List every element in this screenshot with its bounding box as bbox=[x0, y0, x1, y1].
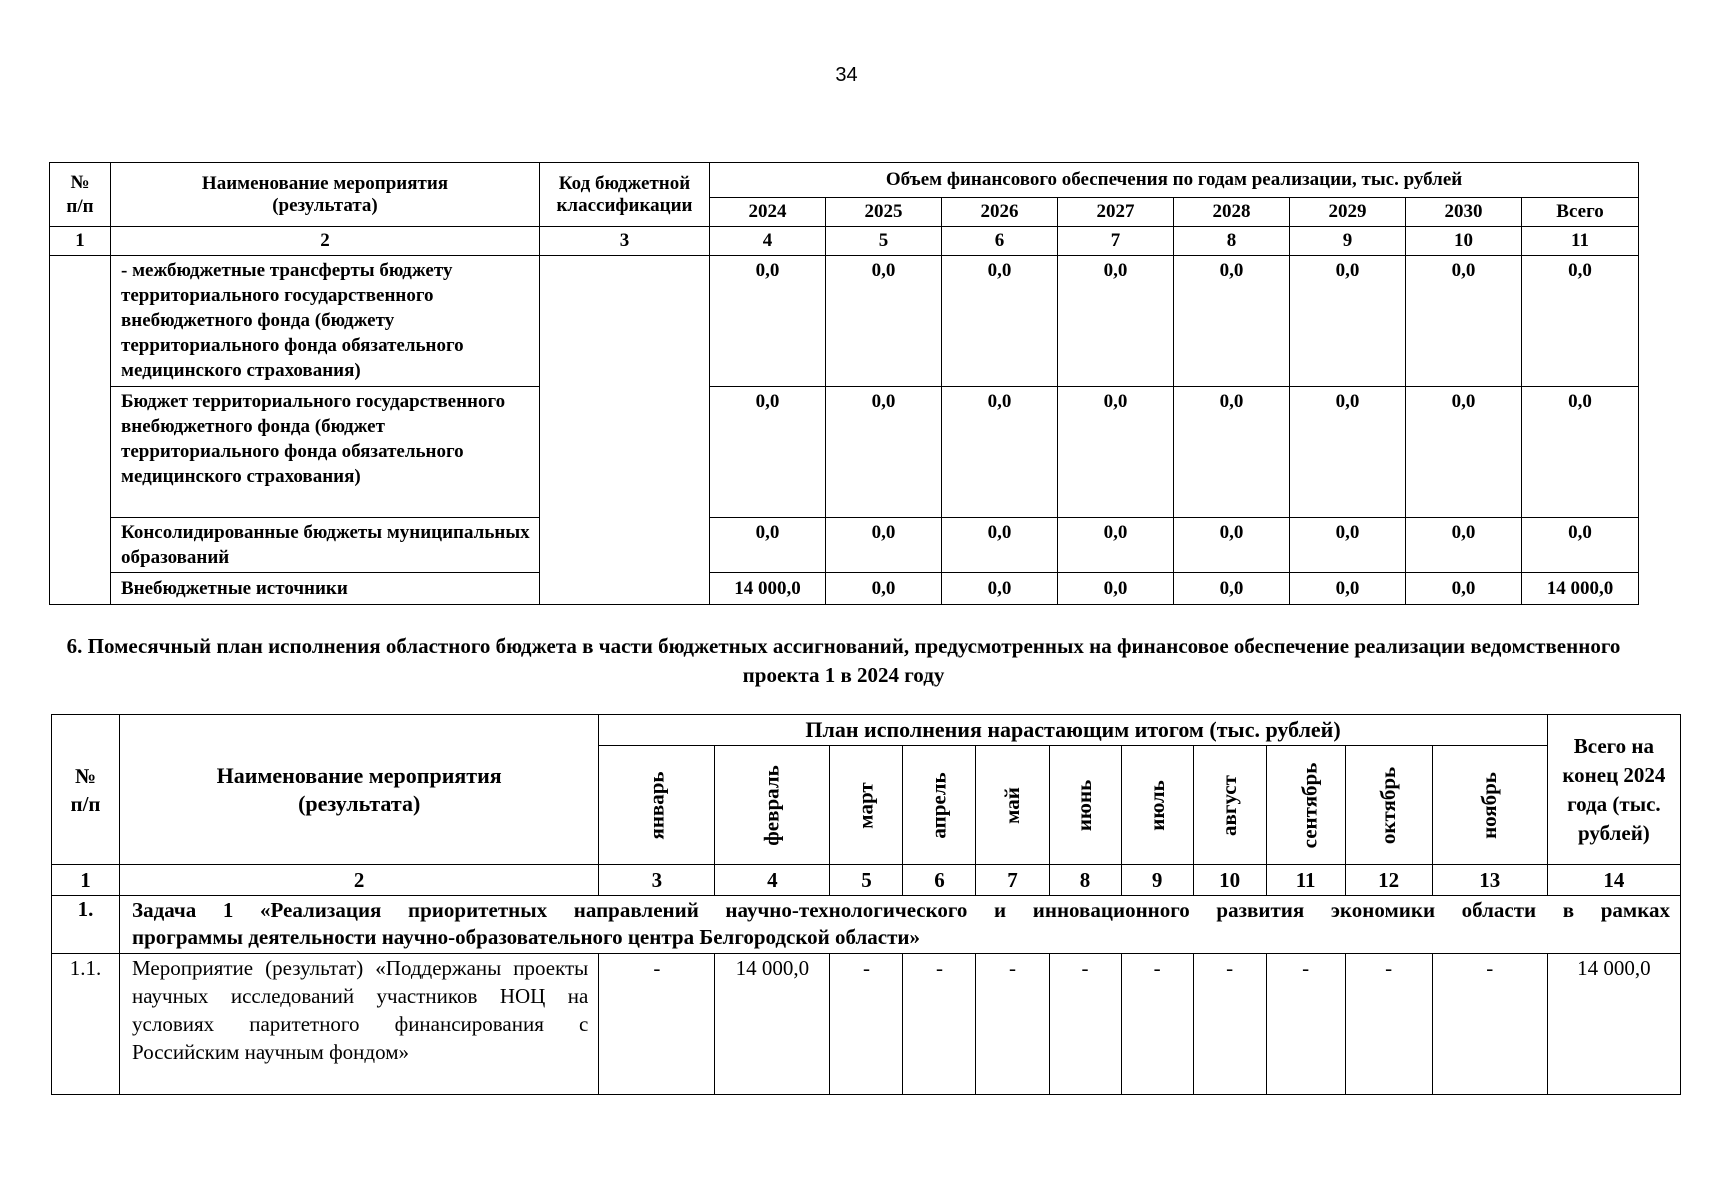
value-cell: 0,0 bbox=[1290, 387, 1406, 518]
num-cell bbox=[50, 256, 111, 605]
table-row bbox=[50, 573, 1639, 605]
value-cell: 0,0 bbox=[826, 573, 942, 605]
header-year: 2029 bbox=[1290, 198, 1406, 227]
value-cell: 0,0 bbox=[1174, 387, 1290, 518]
value-cell: 0,0 bbox=[1290, 573, 1406, 605]
index-cell: 11 bbox=[1266, 865, 1345, 896]
value-cell: 0,0 bbox=[1406, 573, 1522, 605]
total-value: 14 000,0 bbox=[1547, 954, 1680, 1095]
value-cell: 14 000,0 bbox=[710, 573, 826, 605]
row-name: Внебюджетные источники bbox=[111, 573, 540, 605]
header-total: Всего bbox=[1522, 198, 1639, 227]
table-row bbox=[50, 387, 1639, 518]
value-cell: 0,0 bbox=[1522, 256, 1639, 387]
month-value: - bbox=[599, 954, 715, 1095]
value-cell: 0,0 bbox=[1174, 573, 1290, 605]
index-cell: 10 bbox=[1193, 865, 1266, 896]
month-value: - bbox=[1121, 954, 1193, 1095]
value-cell: 0,0 bbox=[1522, 518, 1639, 573]
row-name: Консолидированные бюджеты муниципальных образований bbox=[111, 518, 540, 573]
index-cell: 1 bbox=[50, 227, 111, 256]
task-text-line1: Задача 1 «Реализация приоритетных направлений научно-технологического и инновационного развития экономики области в рамках bbox=[132, 898, 1670, 922]
index-cell: 7 bbox=[1058, 227, 1174, 256]
value-cell: 0,0 bbox=[1058, 573, 1174, 605]
value-cell: 14 000,0 bbox=[1522, 573, 1639, 605]
month-value: - bbox=[976, 954, 1049, 1095]
month-value: - bbox=[903, 954, 976, 1095]
row-name: Бюджет территориального государственного внебюджетного фонда (бюджет территориального фонда обязательного медицинского страхования) bbox=[111, 387, 540, 518]
header-month: август bbox=[1193, 746, 1266, 865]
value-cell: 0,0 bbox=[1290, 518, 1406, 573]
index-cell: 4 bbox=[710, 227, 826, 256]
header-month: февраль bbox=[715, 746, 830, 865]
monthly-plan-table bbox=[51, 714, 1681, 1095]
index-cell: 7 bbox=[976, 865, 1049, 896]
header-total: Всего на конец 2024 года (тыс. рублей) bbox=[1547, 715, 1680, 865]
header-month: июль bbox=[1121, 746, 1193, 865]
value-cell: 0,0 bbox=[1522, 387, 1639, 518]
header-num: № п/п bbox=[52, 715, 120, 865]
header-month: ноябрь bbox=[1432, 746, 1547, 865]
code-cell bbox=[540, 256, 710, 605]
header-name: Наименование мероприятия (результата) bbox=[111, 163, 540, 227]
header-num: № п/п bbox=[50, 163, 111, 227]
index-cell: 5 bbox=[830, 865, 903, 896]
table-row bbox=[52, 954, 1681, 1095]
header-month: сентябрь bbox=[1266, 746, 1345, 865]
header-volume: Объем финансового обеспечения по годам реализации, тыс. рублей bbox=[710, 163, 1639, 198]
page-number: 34 bbox=[835, 64, 858, 86]
row-name: Мероприятие (результат) «Поддержаны проекты научных исследований участников НОЦ на условиях паритетного финансирования с Российским научным фондом» bbox=[120, 954, 599, 1095]
index-cell: 9 bbox=[1121, 865, 1193, 896]
header-year: 2026 bbox=[942, 198, 1058, 227]
header-month: октябрь bbox=[1345, 746, 1432, 865]
header-month: март bbox=[830, 746, 903, 865]
header-plan: План исполнения нарастающим итогом (тыс. рублей) bbox=[599, 715, 1548, 746]
header-year: 2028 bbox=[1174, 198, 1290, 227]
index-cell: 5 bbox=[826, 227, 942, 256]
task-num: 1. bbox=[52, 896, 120, 954]
value-cell: 0,0 bbox=[1174, 256, 1290, 387]
value-cell: 0,0 bbox=[710, 387, 826, 518]
index-cell: 2 bbox=[111, 227, 540, 256]
index-cell: 1 bbox=[52, 865, 120, 896]
month-value: - bbox=[1432, 954, 1547, 1095]
section-title: 6. Помесячный план исполнения областного бюджета в части бюджетных ассигнований, предусмотренных на финансовое обеспечение реализации ведомственного проекта 1 в 2024 году bbox=[66, 634, 1621, 687]
month-value: - bbox=[1266, 954, 1345, 1095]
index-cell: 6 bbox=[942, 227, 1058, 256]
index-cell: 9 bbox=[1290, 227, 1406, 256]
value-cell: 0,0 bbox=[826, 387, 942, 518]
value-cell: 0,0 bbox=[826, 518, 942, 573]
index-cell: 2 bbox=[120, 865, 599, 896]
value-cell: 0,0 bbox=[1406, 387, 1522, 518]
header-month: апрель bbox=[903, 746, 976, 865]
header-month: май bbox=[976, 746, 1049, 865]
month-value: 14 000,0 bbox=[715, 954, 830, 1095]
index-cell: 13 bbox=[1432, 865, 1547, 896]
header-year: 2027 bbox=[1058, 198, 1174, 227]
index-cell: 3 bbox=[599, 865, 715, 896]
value-cell: 0,0 bbox=[1290, 256, 1406, 387]
value-cell: 0,0 bbox=[1058, 387, 1174, 518]
month-value: - bbox=[1049, 954, 1121, 1095]
financing-by-years-table bbox=[49, 162, 1639, 605]
header-month: январь bbox=[599, 746, 715, 865]
value-cell: 0,0 bbox=[942, 518, 1058, 573]
row-num: 1.1. bbox=[52, 954, 120, 1095]
task-text bbox=[120, 896, 1681, 954]
table-row bbox=[50, 256, 1639, 387]
task-row bbox=[52, 896, 1681, 954]
value-cell: 0,0 bbox=[710, 256, 826, 387]
value-cell: 0,0 bbox=[942, 573, 1058, 605]
header-code: Код бюджетной классификации bbox=[540, 163, 710, 227]
value-cell: 0,0 bbox=[1174, 518, 1290, 573]
index-cell: 3 bbox=[540, 227, 710, 256]
index-cell: 14 bbox=[1547, 865, 1680, 896]
index-cell: 4 bbox=[715, 865, 830, 896]
value-cell: 0,0 bbox=[826, 256, 942, 387]
value-cell: 0,0 bbox=[710, 518, 826, 573]
value-cell: 0,0 bbox=[942, 387, 1058, 518]
index-cell: 8 bbox=[1049, 865, 1121, 896]
index-cell: 11 bbox=[1522, 227, 1639, 256]
header-year: 2030 bbox=[1406, 198, 1522, 227]
index-cell: 6 bbox=[903, 865, 976, 896]
month-value: - bbox=[1193, 954, 1266, 1095]
month-value: - bbox=[830, 954, 903, 1095]
value-cell: 0,0 bbox=[1058, 256, 1174, 387]
value-cell: 0,0 bbox=[942, 256, 1058, 387]
table-row bbox=[50, 518, 1639, 573]
index-cell: 8 bbox=[1174, 227, 1290, 256]
value-cell: 0,0 bbox=[1406, 518, 1522, 573]
row-name: - межбюджетные трансферты бюджету территориального государственного внебюджетного фонда (бюджету территориального фонда обязательного медицинского страхования) bbox=[111, 256, 540, 387]
header-year: 2025 bbox=[826, 198, 942, 227]
value-cell: 0,0 bbox=[1058, 518, 1174, 573]
index-cell: 12 bbox=[1345, 865, 1432, 896]
value-cell: 0,0 bbox=[1406, 256, 1522, 387]
header-month: июнь bbox=[1049, 746, 1121, 865]
header-name: Наименование мероприятия (результата) bbox=[120, 715, 599, 865]
month-value: - bbox=[1345, 954, 1432, 1095]
header-year: 2024 bbox=[710, 198, 826, 227]
task-text-line2: программы деятельности научно-образовательного центра Белгородской области» bbox=[132, 925, 921, 949]
index-cell: 10 bbox=[1406, 227, 1522, 256]
